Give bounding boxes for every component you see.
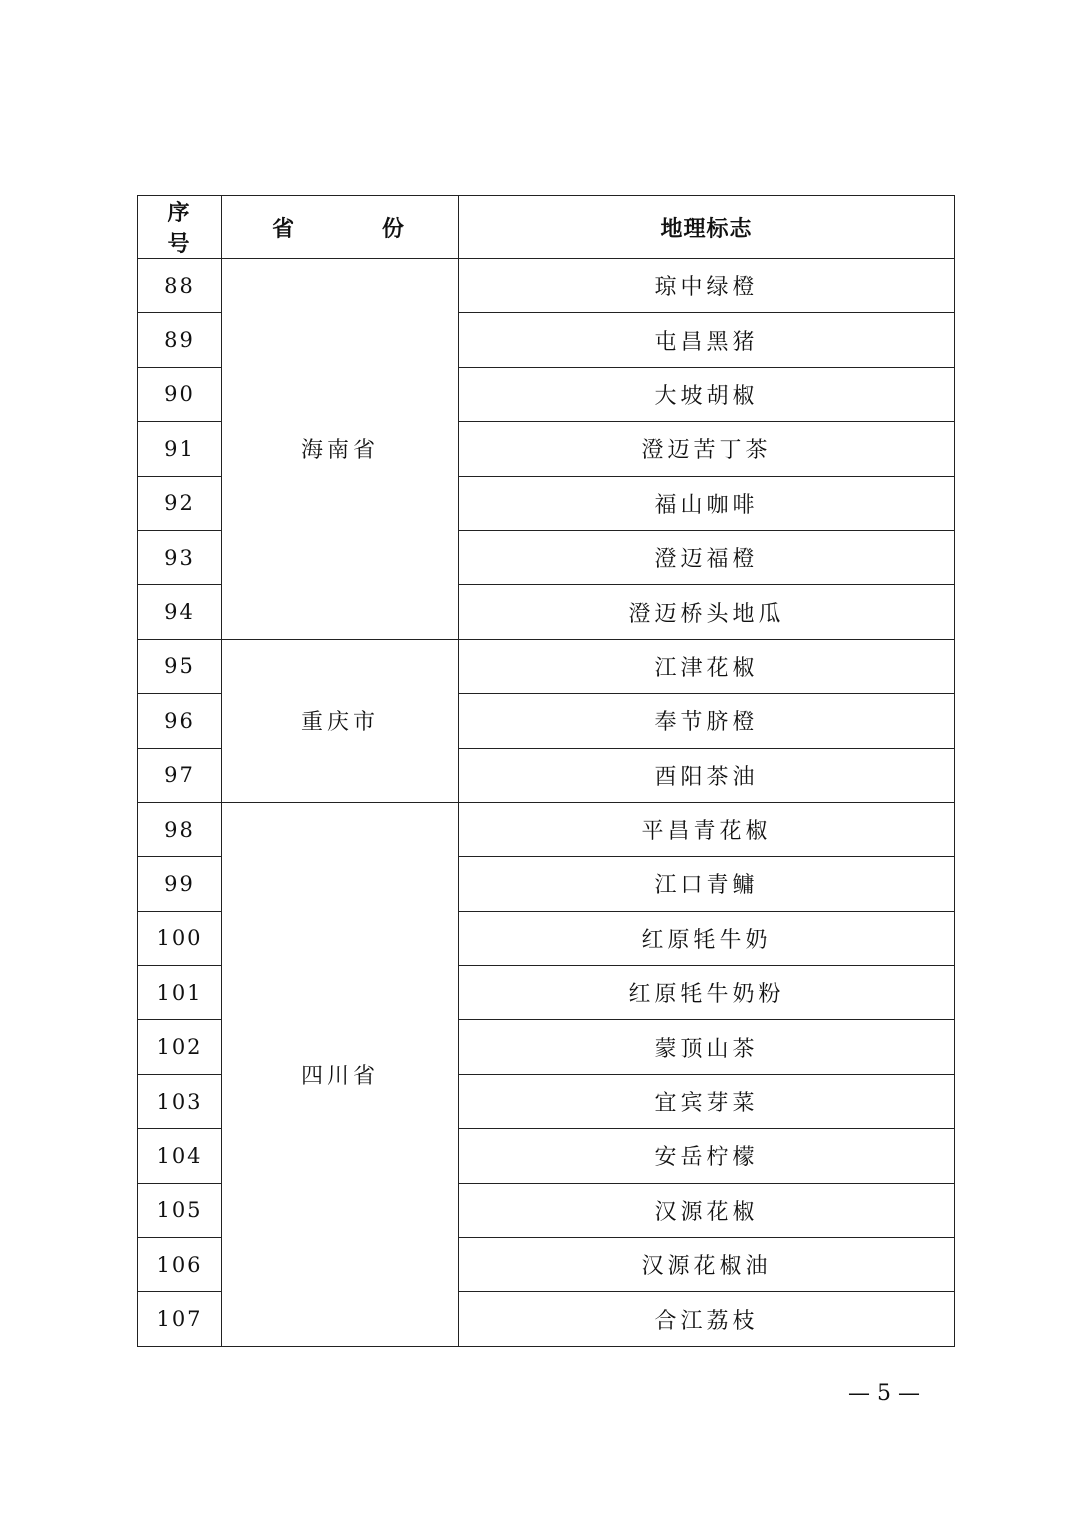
seq-cell: 98 [138, 802, 222, 856]
seq-cell: 97 [138, 748, 222, 802]
geo-indication-cell: 澄迈苦丁茶 [459, 422, 955, 476]
geo-indication-cell: 红原牦牛奶粉 [459, 966, 955, 1020]
geo-indication-cell: 宜宾芽菜 [459, 1074, 955, 1128]
table-row [138, 802, 955, 856]
geo-indication-cell: 大坡胡椒 [459, 367, 955, 421]
geo-indication-cell: 汉源花椒油 [459, 1238, 955, 1292]
header-province: 省 份 [222, 196, 459, 259]
geo-indication-cell: 屯昌黑猪 [459, 313, 955, 367]
geo-indication-cell: 合江荔枝 [459, 1292, 955, 1346]
seq-cell: 106 [138, 1238, 222, 1292]
geo-indication-cell: 蒙顶山茶 [459, 1020, 955, 1074]
geo-indication-cell: 福山咖啡 [459, 476, 955, 530]
seq-cell: 105 [138, 1183, 222, 1237]
seq-cell: 95 [138, 639, 222, 693]
seq-cell: 93 [138, 530, 222, 584]
geo-indication-cell: 奉节脐橙 [459, 694, 955, 748]
table-header-row [138, 196, 955, 259]
table-row [138, 639, 955, 693]
seq-cell: 92 [138, 476, 222, 530]
seq-cell: 107 [138, 1292, 222, 1346]
seq-cell: 101 [138, 966, 222, 1020]
geo-indication-cell: 澄迈福橙 [459, 530, 955, 584]
seq-cell: 99 [138, 857, 222, 911]
geo-indication-cell: 汉源花椒 [459, 1183, 955, 1237]
geo-indication-cell: 江口青鳙 [459, 857, 955, 911]
seq-cell: 88 [138, 259, 222, 313]
seq-cell: 94 [138, 585, 222, 639]
geo-indication-cell: 红原牦牛奶 [459, 911, 955, 965]
seq-cell: 104 [138, 1129, 222, 1183]
geo-indication-cell: 酉阳茶油 [459, 748, 955, 802]
seq-cell: 91 [138, 422, 222, 476]
geo-indication-cell: 安岳柠檬 [459, 1129, 955, 1183]
geo-indication-cell: 江津花椒 [459, 639, 955, 693]
header-seq: 序 号 [138, 196, 222, 259]
seq-cell: 90 [138, 367, 222, 421]
seq-cell: 102 [138, 1020, 222, 1074]
geo-indication-cell: 澄迈桥头地瓜 [459, 585, 955, 639]
table-row [138, 259, 955, 313]
table-body [138, 259, 955, 1347]
province-cell: 海南省 [222, 259, 459, 640]
seq-cell: 100 [138, 911, 222, 965]
seq-cell: 96 [138, 694, 222, 748]
seq-cell: 103 [138, 1074, 222, 1128]
page-number: — 5 — [848, 1381, 920, 1406]
province-cell: 重庆市 [222, 639, 459, 802]
geo-indication-cell: 平昌青花椒 [459, 802, 955, 856]
geo-indication-cell: 琼中绿橙 [459, 259, 955, 313]
geo-indication-table [137, 195, 955, 1347]
header-geo-indication: 地理标志 [459, 196, 955, 259]
seq-cell: 89 [138, 313, 222, 367]
province-cell: 四川省 [222, 802, 459, 1346]
